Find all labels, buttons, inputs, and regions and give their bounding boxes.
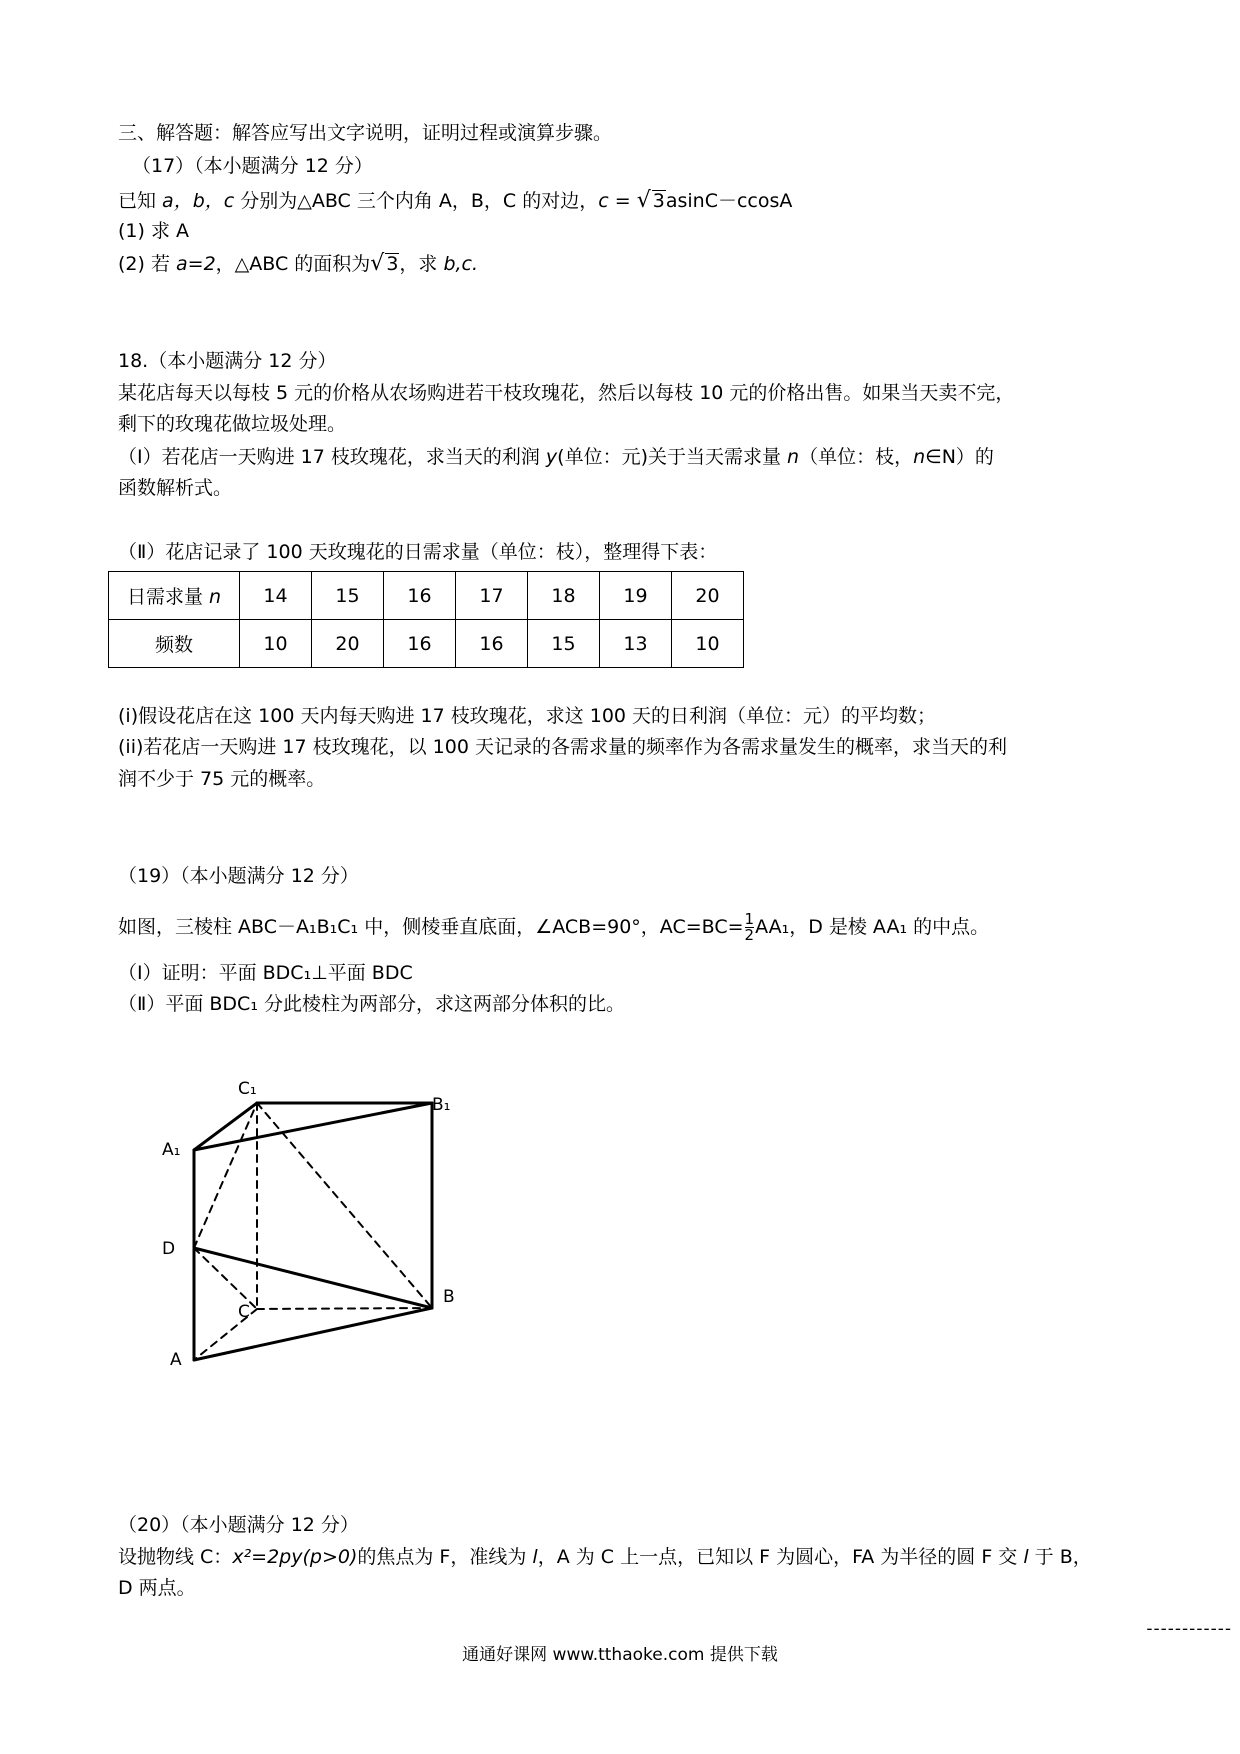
q17-part1: (1) 求 A [118, 220, 189, 242]
table-cell: 16 [384, 572, 456, 620]
label-a: A [170, 1350, 182, 1370]
q19-stem-text: 如图，三棱柱 ABC－A₁B₁C₁ 中，侧棱垂直底面，∠ACB=90°，AC=BC= [118, 916, 744, 938]
table-header-frequency: 频数 [109, 620, 240, 668]
table-cell: 17 [456, 572, 528, 620]
q19-fraction [745, 912, 755, 943]
q20-text-2: 的焦点为 F，准线为 [357, 1546, 533, 1568]
table-cell: 10 [672, 620, 744, 668]
q17-part2-text-3: ，求 [399, 253, 444, 275]
label-b: B [443, 1287, 455, 1307]
table-cell: 18 [528, 572, 600, 620]
demand-frequency-table [108, 571, 744, 668]
q18-sub-ii-1: (ii)若花店一天购进 17 枝玫瑰花，以 100 天记录的各需求量的频率作为各需求量发生的概率，求当天的利 [118, 736, 1007, 758]
table-header-demand-var: n [209, 586, 222, 608]
label-b1: B₁ [432, 1095, 451, 1115]
table-cell: 14 [240, 572, 312, 620]
q18-part-i-text-4: ∈N）的 [925, 446, 994, 468]
sqrt-sign-icon: √ [636, 188, 651, 213]
table-header-demand [109, 572, 240, 620]
table-cell: 20 [672, 572, 744, 620]
q17-part2-text-2: ，△ABC 的面积为 [215, 253, 371, 275]
page-footer: 通通好课网 www.tthaoke.com 提供下载 [462, 1645, 778, 1665]
table-cell: 15 [528, 620, 600, 668]
q17-part2-text: (2) 若 [118, 253, 176, 275]
q20-var-l-2: l [1023, 1546, 1029, 1568]
q20-text-4: 于 B， [1028, 1546, 1092, 1568]
label-c1: C₁ [238, 1079, 257, 1099]
q19-stem [118, 912, 989, 943]
q18-var-n-2: n [913, 446, 926, 468]
table-cell: 13 [600, 620, 672, 668]
q20-parabola-eq: x²=2py(p>0) [232, 1546, 358, 1568]
sqrt-sign-icon: √ [370, 251, 385, 276]
table-row [109, 620, 744, 668]
q18-var-n: n [787, 446, 800, 468]
q18-header: 18.（本小题满分 12 分） [118, 350, 337, 372]
q18-part-i-text: （Ⅰ）若花店一天购进 17 枝玫瑰花，求当天的利润 [118, 446, 546, 468]
q19-header: （19）（本小题满分 12 分） [118, 865, 359, 887]
q20-line-1 [118, 1544, 1092, 1570]
q17-sqrt-arg: 3 [652, 190, 665, 212]
q20-line-2: D 两点。 [118, 1577, 196, 1599]
q20-text-3: ，A 为 C 上一点，已知以 F 为圆心，FA 为半径的圆 F 交 [537, 1546, 1024, 1568]
q17-part2-sqrt-arg: 3 [386, 253, 399, 275]
table-header-demand-label: 日需求量 [126, 586, 209, 608]
label-c: C [238, 1302, 250, 1322]
table-cell: 19 [600, 572, 672, 620]
q19-stem-text-2: AA₁，D 是棱 AA₁ 的中点。 [755, 916, 990, 938]
q19-part2: （Ⅱ）平面 BDC₁ 分此棱柱为两部分，求这两部分体积的比。 [118, 993, 625, 1015]
q17-formula-rest: asinC－ccosA [665, 190, 793, 212]
q19-part1: （Ⅰ）证明：平面 BDC₁⊥平面 BDC [118, 962, 413, 984]
prism-figure [150, 1070, 480, 1390]
table-cell: 10 [240, 620, 312, 668]
q18-part-i [118, 444, 994, 470]
label-d: D [162, 1239, 176, 1259]
fraction-denominator: 2 [744, 926, 755, 944]
section-heading: 三、解答题：解答应写出文字说明，证明过程或演算步骤。 [118, 122, 613, 144]
q17-c-eq: c = [598, 190, 637, 212]
q20-var-l: l [532, 1546, 538, 1568]
page-break-dashes: ------------ [1146, 1619, 1232, 1639]
q17-part2 [118, 251, 478, 277]
prism-diagram [150, 1070, 480, 1390]
table-cell: 16 [384, 620, 456, 668]
table-cell: 15 [312, 572, 384, 620]
q17-part2-vars: b,c. [443, 253, 479, 275]
q20-text: 设抛物线 C： [118, 1546, 233, 1568]
q17-stem-text: 已知 [118, 190, 163, 212]
label-a1: A₁ [162, 1140, 181, 1160]
q18-part-i-text-2: (单位：元)关于当天需求量 [557, 446, 788, 468]
q17-header: （17）（本小题满分 12 分） [132, 155, 373, 177]
q18-paragraph-2: 剩下的玫瑰花做垃圾处理。 [118, 413, 347, 435]
q18-paragraph-1: 某花店每天以每枝 5 元的价格从农场购进若干枝玫瑰花，然后以每枝 10 元的价格出售。如果当天卖不完， [118, 382, 1015, 404]
q18-part-ii: （Ⅱ）花店记录了 100 天玫瑰花的日需求量（单位：枝），整理得下表： [118, 541, 718, 563]
q17-stem [118, 188, 792, 214]
q17-part2-a-eq: a=2 [176, 253, 216, 275]
q18-sub-ii-2: 润不少于 75 元的概率。 [118, 768, 326, 790]
table-cell: 16 [456, 620, 528, 668]
q18-sub-i: (i)假设花店在这 100 天内每天购进 17 枝玫瑰花，求这 100 天的日利润（单位：元）的平均数； [118, 705, 937, 727]
q18-part-i-text-3: （单位：枝， [799, 446, 914, 468]
q18-var-y: y [545, 446, 558, 468]
q18-part-i-end: 函数解析式。 [118, 477, 233, 499]
q20-header: （20）（本小题满分 12 分） [118, 1514, 359, 1536]
q17-stem-vars: a，b，c [162, 190, 235, 212]
table-cell: 20 [312, 620, 384, 668]
q17-stem-text-2: 分别为△ABC 三个内角 A，B，C 的对边， [234, 190, 599, 212]
fraction-numerator: 1 [744, 910, 755, 928]
table-row [109, 572, 744, 620]
